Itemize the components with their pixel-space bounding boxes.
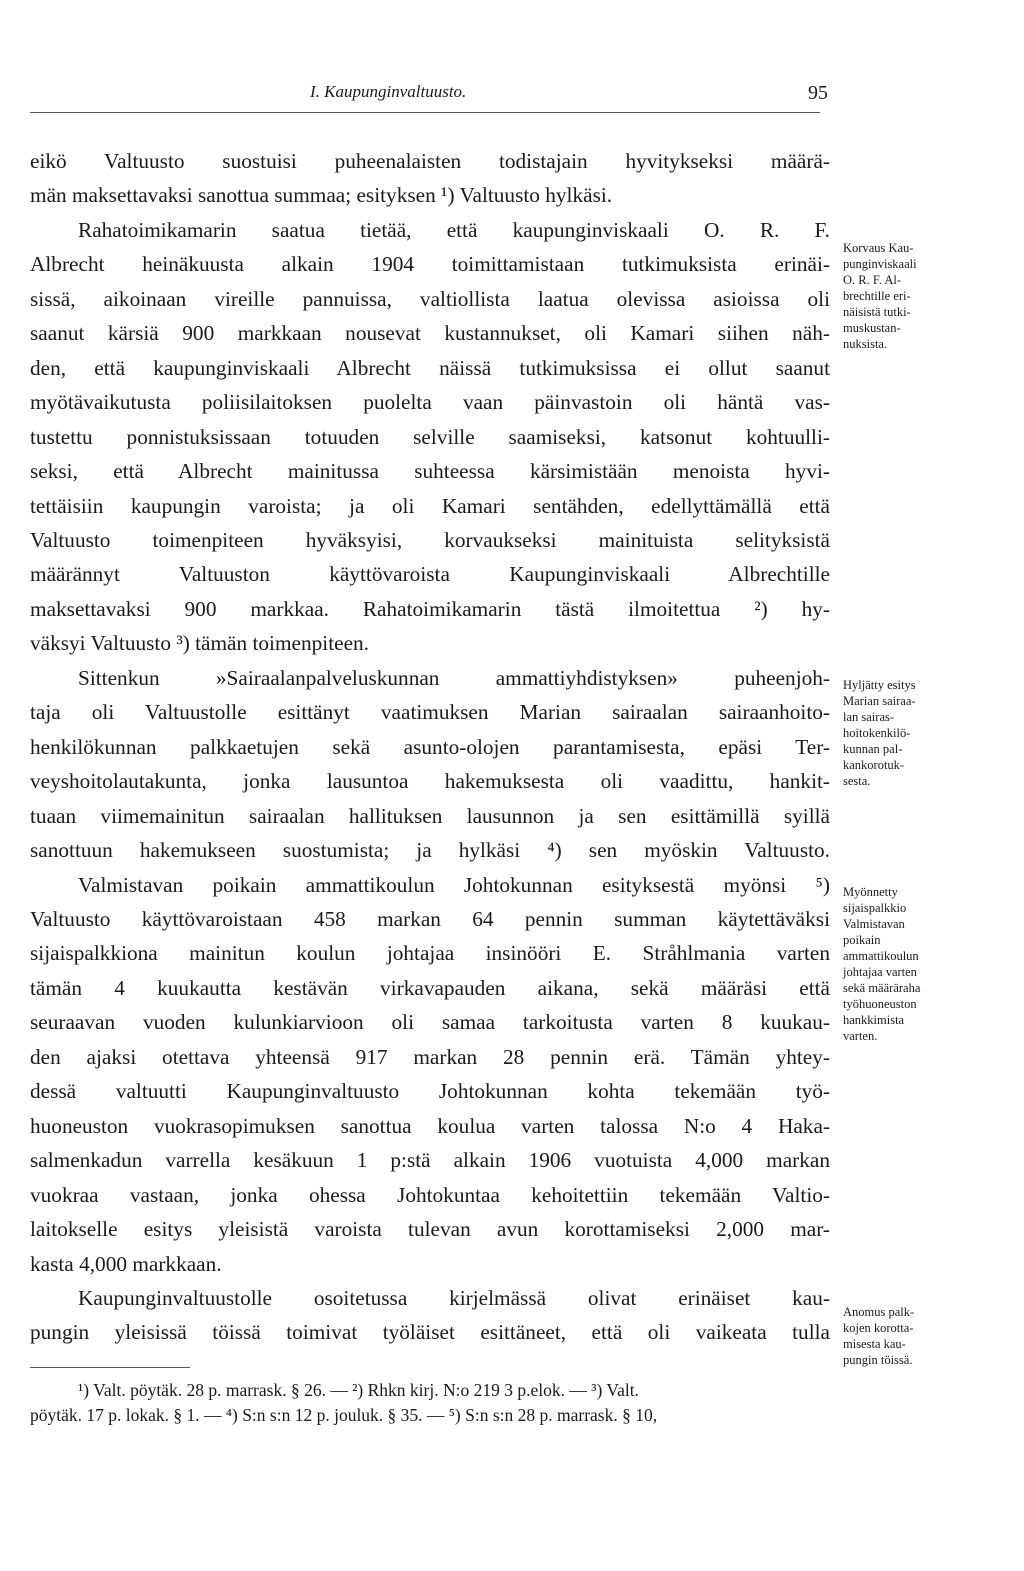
body-line: henkilökunnan palkkaetujen sekä asunto-olojen parantamisesta, epäsi Ter- [30, 734, 830, 759]
body-line: män maksettavaksi sanottua summaa; esityksen ¹) Valtuusto hylkäsi. [30, 183, 613, 208]
margin-note-myonnetty [843, 884, 973, 1044]
body-line: Valtuusto käyttövaroistaan 458 markan 64 pennin summan käytettäväksi [30, 906, 830, 931]
body-line: eikö Valtuusto suostuisi puheenalaisten todistajain hyvitykseksi määrä- [30, 149, 830, 173]
margin-note-line: johtajaa varten [843, 965, 917, 979]
body-line: sissä, aikoinaan vireille pannuissa, valtiollista laatua olevissa asioissa oli [30, 286, 830, 311]
margin-note-line: näisistä tutki- [843, 305, 911, 319]
body-line: salmenkadun varrella kesäkuun 1 p:stä alkain 1906 vuotuista 4,000 markan [30, 1148, 830, 1173]
margin-note-korvaus [843, 240, 973, 352]
margin-note-line: nuksista. [843, 337, 888, 351]
body-line: den, että kaupunginviskaali Albrecht näissä tutkimuksissa ei ollut saanut [30, 355, 830, 380]
running-title: I. Kaupunginvaltuusto. [310, 82, 467, 101]
margin-note-line: kunnan pal- [843, 742, 903, 756]
margin-note-line: sijaispalkkio [843, 901, 907, 915]
margin-note-line: varten. [843, 1029, 878, 1043]
body-line: taja oli Valtuustolle esittänyt vaatimuksen Marian sairaalan sairaanhoito- [30, 700, 830, 725]
margin-note-line: sesta. [843, 774, 871, 788]
footnotes [30, 1378, 830, 1428]
main-text [30, 144, 830, 1350]
body-line: veyshoitolautakunta, jonka lausuntoa hakemuksesta oli vaadittu, hankit- [30, 769, 830, 794]
body-line: Valtuusto toimenpiteen hyväksyisi, korvaukseksi mainituista selityksistä [30, 527, 830, 552]
body-line: sijaispalkkiona mainitun koulun johtajaa insinööri E. Stråhlmania varten [30, 941, 830, 966]
margin-note-line: Valmistavan [843, 917, 905, 931]
body-line: Rahatoimikamarin saatua tietää, että kaupunginviskaali O. R. F. [78, 217, 830, 242]
margin-note-line: lan sairas- [843, 710, 895, 724]
body-line: tettäisiin kaupungin varoista; ja oli Kamari sentähden, edellyttämällä että [30, 493, 830, 518]
margin-note-line: pungin töissä. [843, 1353, 913, 1367]
margin-note-line: työhuoneuston [843, 997, 917, 1011]
page-header [30, 82, 830, 112]
margin-note-line: Myönnetty [843, 885, 898, 899]
margin-note-line: kojen korotta- [843, 1321, 914, 1335]
body-line: määrännyt Valtuuston käyttövaroista Kaupunginviskaali Albrechtille [30, 562, 830, 587]
margin-note-line: Anomus palk- [843, 1305, 915, 1319]
footnote-line: pöytäk. 17 p. lokak. § 1. — ⁴) S:n s:n 12 p. jouluk. § 35. — ⁵) S:n s:n 28 p. marrask. § 10, [30, 1405, 658, 1425]
margin-note-line: sekä määräraha [843, 981, 921, 995]
body-line: Albrecht heinäkuusta alkain 1904 toimittamistaan tutkimuksista erinäi- [30, 252, 830, 277]
body-line: Sittenkun »Sairaalanpalveluskunnan ammattiyhdistyksen» puheenjoh- [78, 665, 830, 690]
body-line: Valmistavan poikain ammattikoulun Johtokunnan esityksestä myönsi ⁵) [78, 872, 830, 897]
body-line: tuaan viimemainitun sairaalan hallituksen lausunnon ja sen esittämillä syillä [30, 803, 830, 828]
body-line: kasta 4,000 markkaan. [30, 1251, 222, 1276]
footnote-rule [30, 1367, 190, 1368]
margin-note-line: punginviskaali [843, 257, 917, 271]
margin-note-line: hankkimista [843, 1013, 905, 1027]
margin-note-line: O. R. F. Al- [843, 273, 902, 287]
body-line: seuraavan vuoden kulunkiarvioon oli samaa tarkoitusta varten 8 kuukau- [30, 1010, 830, 1035]
margin-note-hyljatty [843, 677, 973, 789]
footnote-line: ¹) Valt. pöytäk. 28 p. marrask. § 26. — ²) Rhkn kirj. N:o 219 3 p.elok. — ³) Valt. [78, 1380, 639, 1400]
margin-note-line: muskustan- [843, 321, 901, 335]
body-line: saanut kärsiä 900 markkaan nousevat kustannukset, oli Kamari siihen näh- [30, 321, 830, 346]
body-line: Kaupunginvaltuustolle osoitetussa kirjelmässä olivat erinäiset kau- [78, 1285, 830, 1310]
body-line: laitokselle esitys yleisistä varoista tulevan avun korottamiseksi 2,000 mar- [30, 1217, 830, 1242]
margin-note-line: Hyljätty esitys [843, 678, 916, 692]
body-line: pungin yleisissä töissä toimivat työläiset esittäneet, että oli vaikeata tulla [30, 1320, 830, 1345]
body-line: den ajaksi otettava yhteensä 917 markan 28 pennin erä. Tämän yhtey- [30, 1044, 830, 1069]
body-line: seksi, että Albrecht mainitussa suhteessa kärsimistään menoista hyvi- [30, 459, 830, 484]
body-line: tustettu ponnistuksissaan totuuden selville saamiseksi, katsonut kohtuulli- [30, 424, 830, 449]
margin-note-line: kankorotuk- [843, 758, 905, 772]
margin-note-line: poikain [843, 933, 881, 947]
body-line: sanottuun hakemukseen suostumista; ja hylkäsi ⁴) sen myöskin Valtuusto. [30, 838, 830, 863]
body-line: väksyi Valtuusto ³) tämän toimenpiteen. [30, 631, 369, 656]
margin-note-line: ammattikoulun [843, 949, 919, 963]
margin-note-line: misesta kau- [843, 1337, 906, 1351]
margin-note-line: Korvaus Kau- [843, 241, 914, 255]
page-number: 95 [808, 82, 828, 104]
body-line: myötävaikutusta poliisilaitoksen puolelta vaan päinvastoin oli häntä vas- [30, 390, 830, 415]
body-line: maksettavaksi 900 markkaa. Rahatoimikamarin tästä ilmoitettua ²) hy- [30, 596, 830, 621]
body-line: vuokraa vastaan, jonka ohessa Johtokuntaa kehoitettiin tekemään Valtio- [30, 1182, 830, 1207]
body-line: tämän 4 kuukautta kestävän virkavapauden aikana, sekä määräsi että [30, 975, 830, 1000]
header-rule [30, 112, 820, 113]
margin-note-anomus [843, 1304, 973, 1368]
body-line: dessä valtuutti Kaupunginvaltuusto Johtokunnan kohta tekemään työ- [30, 1079, 830, 1104]
margin-note-line: Marian sairaa- [843, 694, 916, 708]
margin-note-line: brechtille eri- [843, 289, 911, 303]
body-line: huoneuston vuokrasopimuksen sanottua koulua varten talossa N:o 4 Haka- [30, 1113, 830, 1138]
margin-note-line: hoitokenkilö- [843, 726, 911, 740]
